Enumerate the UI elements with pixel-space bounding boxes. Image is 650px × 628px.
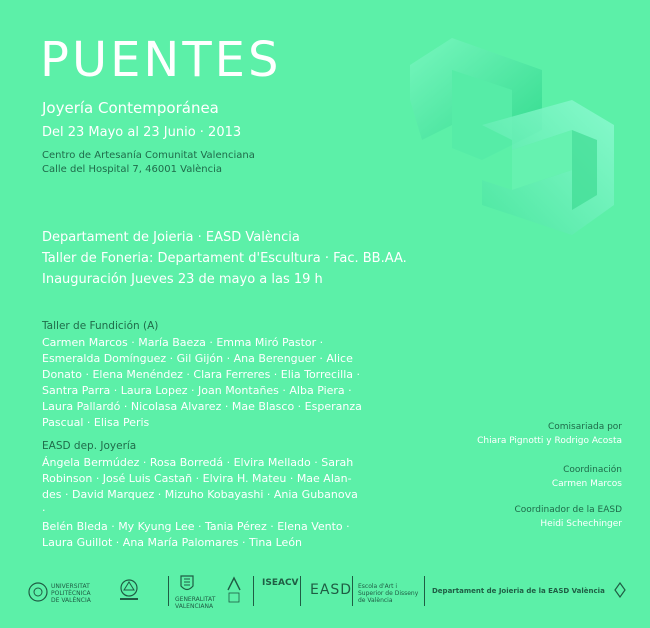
credit-easd-coordinator [514, 503, 622, 531]
organizers [42, 227, 407, 290]
sponsor-footer [0, 568, 650, 618]
exhibition-dates: Del 23 Mayo al 23 Junio · 2013 [42, 125, 242, 140]
names-line: Santra Parra · Laura Lopez · Joan Montañes · Alba Piera · [42, 384, 352, 397]
organizer-line-1: Departament de Joieria · EASD València [42, 230, 300, 245]
department-emblem-icon [614, 582, 626, 598]
knot-graphic [392, 30, 632, 245]
upv-logo-text: UNIVERSITAT POLITÈCNICA DE VALÈNCIA [51, 583, 91, 604]
divider [253, 576, 254, 606]
group2-heading: EASD dep. Joyería [42, 440, 137, 452]
group1-names [42, 335, 362, 431]
group1-heading: Taller de Fundición (A) [42, 320, 159, 332]
venue-address [42, 149, 255, 177]
credit-coordination [552, 463, 622, 491]
generalitat-logo-text: GENERALITAT VALENCIANA [175, 596, 216, 610]
names-line: Ángela Bermúdez · Rosa Borredá · Elvira Mellado · Sarah [42, 456, 354, 469]
divider [424, 576, 425, 606]
organizer-line-2: Taller de Foneria: Departament d'Escultura · Fac. BB.AA. [42, 251, 407, 266]
names-line: Robinson · José Luis Castañ · Elvira H. Mateu · Mae Alan- [42, 472, 352, 485]
department-logo-text: Departament de Joieria de la EASD València [432, 587, 605, 595]
credit-value: Heidi Schechinger [540, 519, 622, 529]
divider [352, 576, 353, 606]
credit-label: Coordinación [563, 465, 622, 475]
generalitat-icon [178, 574, 196, 594]
easd-logo: EASD [310, 582, 353, 598]
subtitle: Joyería Contemporánea [42, 99, 219, 117]
names-line: des · David Marquez · Mizuho Kobayashi · Ania Gubanova · [42, 488, 358, 517]
credit-curated [477, 420, 622, 448]
names-line: Belén Bleda · My Kyung Lee · Tania Pérez · Elena Vento · [42, 520, 350, 533]
credit-label: Comisariada por [548, 422, 622, 432]
easd-subtitle: Escola d'Art i Superior de Disseny de València [358, 583, 419, 604]
credit-value: Carmen Marcos [551, 479, 622, 489]
divider [168, 576, 169, 606]
centre-a-icon [226, 576, 242, 604]
group2-names [42, 455, 362, 551]
venue-line-2: Calle del Hospital 7, 46001 València [42, 164, 223, 175]
artesania-seal-icon [118, 578, 140, 602]
names-line: Carmen Marcos · María Baeza · Emma Miró Pastor · [42, 336, 324, 349]
inauguration-line: Inauguración Jueves 23 de mayo a las 19 h [42, 272, 323, 287]
names-line: Laura Pallardó · Nicolasa Alvarez · Mae Blasco · Esperanza [42, 400, 362, 413]
credit-label: Coordinador de la EASD [514, 505, 622, 515]
credit-value: Chiara Pignotti y Rodrigo Acosta [477, 436, 622, 446]
upv-seal-icon [28, 582, 48, 602]
divider [300, 576, 301, 606]
venue-line-1: Centro de Artesanía Comunitat Valenciana [42, 150, 255, 161]
names-line: Pascual · Elisa Peris [42, 416, 150, 429]
names-line: Esmeralda Domínguez · Gil Gijón · Ana Berenguer · Alice [42, 352, 353, 365]
names-line: Laura Guillot · Ana María Palomares · Tina León [42, 536, 303, 549]
page-title: PUENTES [40, 32, 282, 88]
iseacv-logo: ISEACV [262, 578, 299, 588]
names-line: Donato · Elena Menéndez · Clara Ferreres · Elia Torrecilla · [42, 368, 360, 381]
